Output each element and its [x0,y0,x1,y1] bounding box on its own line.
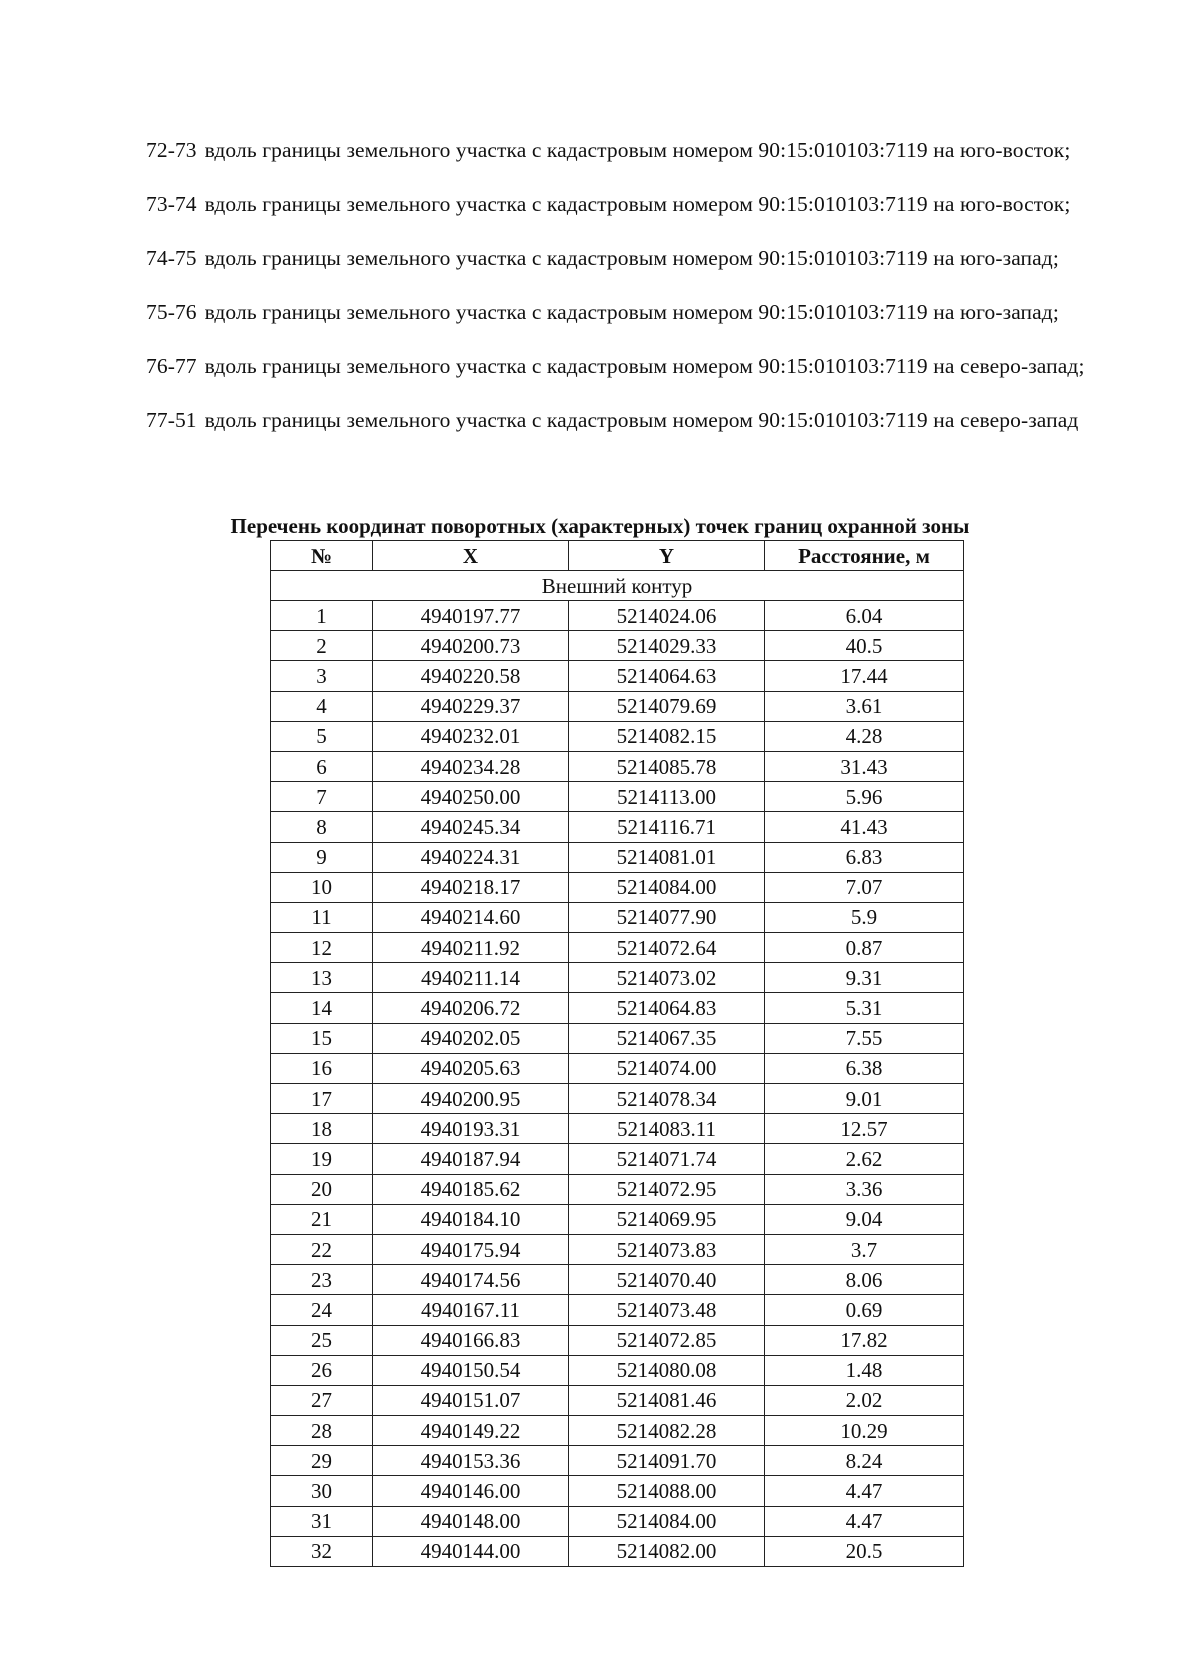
x-coordinate-cell: 4940149.22 [373,1416,569,1446]
table-row [271,812,964,842]
point-number-cell: 6 [271,751,373,781]
table-row [271,1174,964,1204]
table-row [271,1416,964,1446]
point-number-cell: 2 [271,631,373,661]
y-coordinate-cell: 5214082.15 [569,721,765,751]
y-coordinate-cell: 5214072.64 [569,933,765,963]
table-title: Перечень координат поворотных (характерных) точек границ охранной зоны [230,514,970,538]
point-number-cell: 32 [271,1536,373,1566]
distance-cell: 9.01 [765,1084,964,1114]
table-row [271,721,964,751]
x-coordinate-cell: 4940150.54 [373,1355,569,1385]
boundary-paragraph [146,245,1088,298]
x-coordinate-cell: 4940148.00 [373,1506,569,1536]
header-number: № [271,541,373,571]
distance-cell: 4.28 [765,721,964,751]
table-row [271,1053,964,1083]
boundary-paragraph [146,137,1088,190]
y-coordinate-cell: 5214077.90 [569,902,765,932]
table-row [271,842,964,872]
section-row [271,571,964,601]
distance-cell: 8.06 [765,1265,964,1295]
table-row [271,782,964,812]
distance-cell: 7.07 [765,872,964,902]
point-number-cell: 15 [271,1023,373,1053]
x-coordinate-cell: 4940200.73 [373,631,569,661]
table-row [271,1355,964,1385]
point-number-cell: 3 [271,661,373,691]
x-coordinate-cell: 4940153.36 [373,1446,569,1476]
y-coordinate-cell: 5214064.83 [569,993,765,1023]
y-coordinate-cell: 5214069.95 [569,1204,765,1234]
table-row [271,1506,964,1536]
table-row [271,631,964,661]
x-coordinate-cell: 4940144.00 [373,1536,569,1566]
point-number-cell: 9 [271,842,373,872]
point-number-cell: 29 [271,1446,373,1476]
x-coordinate-cell: 4940218.17 [373,872,569,902]
y-coordinate-cell: 5214024.06 [569,601,765,631]
point-number-cell: 1 [271,601,373,631]
table-row [271,1446,964,1476]
distance-cell: 2.62 [765,1144,964,1174]
point-number-cell: 24 [271,1295,373,1325]
y-coordinate-cell: 5214083.11 [569,1114,765,1144]
distance-cell: 17.82 [765,1325,964,1355]
table-row [271,661,964,691]
segment-number: 72-73 [146,138,197,162]
segment-number: 76-77 [146,354,197,378]
y-coordinate-cell: 5214072.85 [569,1325,765,1355]
y-coordinate-cell: 5214116.71 [569,812,765,842]
point-number-cell: 18 [271,1114,373,1144]
y-coordinate-cell: 5214067.35 [569,1023,765,1053]
table-row [271,1265,964,1295]
segment-description: вдоль границы земельного участка с кадастровым номером 90:15:010103:7119 на юго-запад; [204,300,1059,324]
y-coordinate-cell: 5214084.00 [569,872,765,902]
x-coordinate-cell: 4940214.60 [373,902,569,932]
segment-description: вдоль границы земельного участка с кадастровым номером 90:15:010103:7119 на юго-восток; [204,138,1071,162]
segment-description: вдоль границы земельного участка с кадастровым номером 90:15:010103:7119 на юго-запад; [204,246,1059,270]
point-number-cell: 28 [271,1416,373,1446]
point-number-cell: 21 [271,1204,373,1234]
distance-cell: 9.31 [765,963,964,993]
distance-cell: 5.31 [765,993,964,1023]
point-number-cell: 23 [271,1265,373,1295]
boundary-descriptions [146,137,1088,461]
distance-cell: 0.87 [765,933,964,963]
point-number-cell: 22 [271,1234,373,1264]
table-row [271,963,964,993]
header-y: Y [569,541,765,571]
y-coordinate-cell: 5214073.02 [569,963,765,993]
x-coordinate-cell: 4940187.94 [373,1144,569,1174]
y-coordinate-cell: 5214082.28 [569,1416,765,1446]
distance-cell: 3.61 [765,691,964,721]
y-coordinate-cell: 5214081.01 [569,842,765,872]
point-number-cell: 4 [271,691,373,721]
distance-cell: 0.69 [765,1295,964,1325]
segment-number: 73-74 [146,192,197,216]
point-number-cell: 16 [271,1053,373,1083]
y-coordinate-cell: 5214113.00 [569,782,765,812]
y-coordinate-cell: 5214080.08 [569,1355,765,1385]
section-label: Внешний контур [271,571,964,601]
distance-cell: 17.44 [765,661,964,691]
distance-cell: 4.47 [765,1506,964,1536]
table-row [271,872,964,902]
y-coordinate-cell: 5214084.00 [569,1506,765,1536]
boundary-paragraph [146,353,1088,406]
y-coordinate-cell: 5214088.00 [569,1476,765,1506]
table-row [271,933,964,963]
x-coordinate-cell: 4940202.05 [373,1023,569,1053]
header-x: X [373,541,569,571]
distance-cell: 40.5 [765,631,964,661]
x-coordinate-cell: 4940175.94 [373,1234,569,1264]
segment-description: вдоль границы земельного участка с кадастровым номером 90:15:010103:7119 на северо-запад [204,408,1079,432]
distance-cell: 31.43 [765,751,964,781]
point-number-cell: 11 [271,902,373,932]
coordinates-table [270,540,964,1567]
distance-cell: 7.55 [765,1023,964,1053]
header-distance: Расстояние, м [765,541,964,571]
table-row [271,902,964,932]
y-coordinate-cell: 5214071.74 [569,1144,765,1174]
distance-cell: 4.47 [765,1476,964,1506]
distance-cell: 20.5 [765,1536,964,1566]
table-header-row [271,541,964,571]
x-coordinate-cell: 4940220.58 [373,661,569,691]
point-number-cell: 14 [271,993,373,1023]
x-coordinate-cell: 4940146.00 [373,1476,569,1506]
point-number-cell: 5 [271,721,373,751]
table-row [271,1144,964,1174]
point-number-cell: 13 [271,963,373,993]
y-coordinate-cell: 5214074.00 [569,1053,765,1083]
point-number-cell: 31 [271,1506,373,1536]
distance-cell: 3.36 [765,1174,964,1204]
distance-cell: 41.43 [765,812,964,842]
distance-cell: 10.29 [765,1416,964,1446]
x-coordinate-cell: 4940205.63 [373,1053,569,1083]
x-coordinate-cell: 4940197.77 [373,601,569,631]
distance-cell: 2.02 [765,1385,964,1415]
segment-number: 77-51 [146,408,197,432]
table-row [271,1234,964,1264]
x-coordinate-cell: 4940234.28 [373,751,569,781]
y-coordinate-cell: 5214091.70 [569,1446,765,1476]
point-number-cell: 10 [271,872,373,902]
distance-cell: 6.83 [765,842,964,872]
y-coordinate-cell: 5214072.95 [569,1174,765,1204]
boundary-paragraph [146,191,1088,244]
y-coordinate-cell: 5214029.33 [569,631,765,661]
distance-cell: 8.24 [765,1446,964,1476]
y-coordinate-cell: 5214082.00 [569,1536,765,1566]
point-number-cell: 27 [271,1385,373,1415]
x-coordinate-cell: 4940166.83 [373,1325,569,1355]
x-coordinate-cell: 4940193.31 [373,1114,569,1144]
x-coordinate-cell: 4940200.95 [373,1084,569,1114]
segment-number: 75-76 [146,300,197,324]
table-row [271,1536,964,1566]
table-row [271,601,964,631]
segment-description: вдоль границы земельного участка с кадастровым номером 90:15:010103:7119 на юго-восток; [204,192,1071,216]
distance-cell: 3.7 [765,1234,964,1264]
distance-cell: 5.96 [765,782,964,812]
x-coordinate-cell: 4940232.01 [373,721,569,751]
point-number-cell: 26 [271,1355,373,1385]
point-number-cell: 12 [271,933,373,963]
point-number-cell: 19 [271,1144,373,1174]
y-coordinate-cell: 5214085.78 [569,751,765,781]
table-row [271,1114,964,1144]
table-row [271,993,964,1023]
distance-cell: 6.38 [765,1053,964,1083]
distance-cell: 6.04 [765,601,964,631]
y-coordinate-cell: 5214079.69 [569,691,765,721]
boundary-paragraph [146,299,1088,352]
x-coordinate-cell: 4940229.37 [373,691,569,721]
point-number-cell: 20 [271,1174,373,1204]
table-row [271,1023,964,1053]
x-coordinate-cell: 4940174.56 [373,1265,569,1295]
table-row [271,1295,964,1325]
point-number-cell: 30 [271,1476,373,1506]
point-number-cell: 25 [271,1325,373,1355]
point-number-cell: 8 [271,812,373,842]
table-row [271,1325,964,1355]
y-coordinate-cell: 5214081.46 [569,1385,765,1415]
y-coordinate-cell: 5214073.48 [569,1295,765,1325]
segment-number: 74-75 [146,246,197,270]
table-row [271,1385,964,1415]
boundary-paragraph [146,407,1088,460]
x-coordinate-cell: 4940211.92 [373,933,569,963]
table-row [271,691,964,721]
distance-cell: 1.48 [765,1355,964,1385]
point-number-cell: 7 [271,782,373,812]
point-number-cell: 17 [271,1084,373,1114]
segment-description: вдоль границы земельного участка с кадастровым номером 90:15:010103:7119 на северо-запад; [204,354,1085,378]
table-row [271,751,964,781]
distance-cell: 9.04 [765,1204,964,1234]
table-row [271,1204,964,1234]
x-coordinate-cell: 4940185.62 [373,1174,569,1204]
y-coordinate-cell: 5214078.34 [569,1084,765,1114]
x-coordinate-cell: 4940167.11 [373,1295,569,1325]
table-row [271,1476,964,1506]
x-coordinate-cell: 4940250.00 [373,782,569,812]
distance-cell: 5.9 [765,902,964,932]
y-coordinate-cell: 5214073.83 [569,1234,765,1264]
x-coordinate-cell: 4940211.14 [373,963,569,993]
x-coordinate-cell: 4940224.31 [373,842,569,872]
x-coordinate-cell: 4940184.10 [373,1204,569,1234]
y-coordinate-cell: 5214064.63 [569,661,765,691]
x-coordinate-cell: 4940206.72 [373,993,569,1023]
x-coordinate-cell: 4940245.34 [373,812,569,842]
y-coordinate-cell: 5214070.40 [569,1265,765,1295]
table-row [271,1084,964,1114]
x-coordinate-cell: 4940151.07 [373,1385,569,1415]
distance-cell: 12.57 [765,1114,964,1144]
